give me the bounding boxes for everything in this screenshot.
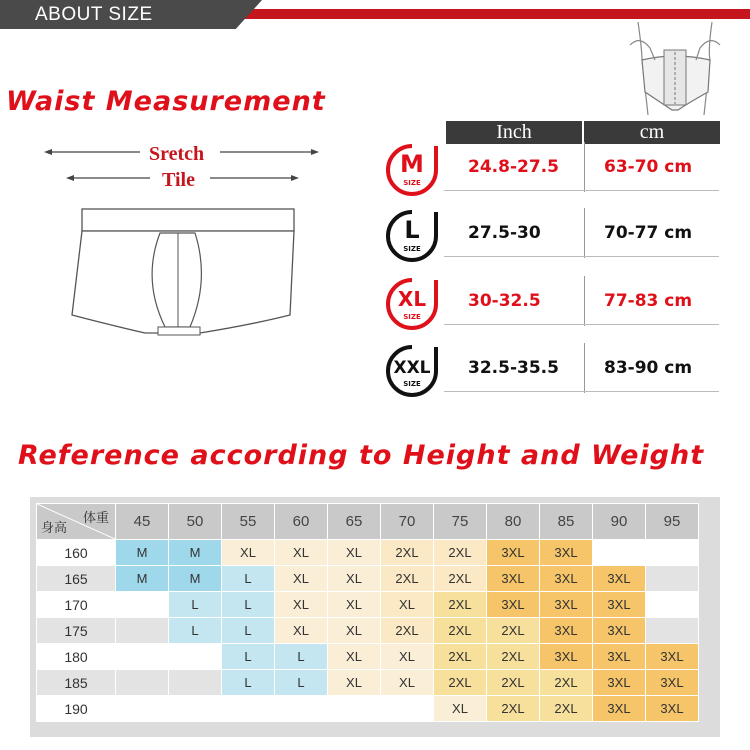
table-row [37,618,699,644]
waist-model-illustration [620,20,730,115]
size-cell [169,696,222,722]
size-cell: 3XL [593,592,646,618]
size-cell: 2XL [434,566,487,592]
height-header: 160 [37,540,116,566]
size-cell: XL [328,644,381,670]
weight-header: 95 [646,504,699,540]
size-cell: XL [328,540,381,566]
reference-title: Reference according to Height and Weight [18,440,705,471]
size-cell: L [222,670,275,696]
size-cell: XL [275,566,328,592]
size-cell: XL [434,696,487,722]
size-cell: 3XL [540,644,593,670]
size-cell: 3XL [487,540,540,566]
weight-header: 85 [540,504,593,540]
size-cm-value: 83-90 cm [604,358,693,378]
size-badge-sub: SIZE [403,245,421,253]
weight-header: 70 [381,504,434,540]
size-badge-letter: M [400,150,424,178]
weight-header: 75 [434,504,487,540]
size-cell: 2XL [434,540,487,566]
size-badge-icon [384,208,440,264]
size-cell: L [222,566,275,592]
size-cell [381,696,434,722]
size-row [384,343,724,401]
height-header: 185 [37,670,116,696]
size-cell [222,696,275,722]
table-row [37,696,699,722]
size-cell: 2XL [381,618,434,644]
size-row [384,142,724,200]
size-cell: 3XL [593,618,646,644]
size-cell [116,670,169,696]
size-badge-letter: L [404,216,420,244]
size-cell: 3XL [487,566,540,592]
weight-header: 80 [487,504,540,540]
size-badge-letter: XL [397,287,427,311]
size-cell: 2XL [434,670,487,696]
size-cell: 2XL [434,618,487,644]
waist-title: Waist Measurement [6,86,326,117]
size-cell [169,670,222,696]
size-cell: M [116,540,169,566]
size-cell: L [169,592,222,618]
size-cell: XL [328,592,381,618]
size-cell [646,618,699,644]
size-reference-table [30,497,720,737]
size-cell: XL [381,592,434,618]
size-cm-value: 63-70 cm [604,157,693,177]
size-cell: 3XL [646,670,699,696]
size-cell: 2XL [487,670,540,696]
weight-header: 90 [593,504,646,540]
size-cell: 2XL [540,696,593,722]
size-cell [593,540,646,566]
size-inch-value: 24.8-27.5 [468,157,559,177]
size-cell: M [116,566,169,592]
size-cell [275,696,328,722]
tile-label: Tile [162,169,195,191]
size-cell: 3XL [540,566,593,592]
weight-header: 60 [275,504,328,540]
stretch-label: Sretch [149,143,205,165]
size-cell: 2XL [487,618,540,644]
corner-weight-label: 体重 [82,510,109,525]
size-cell [646,566,699,592]
size-cell: 2XL [487,644,540,670]
table-row [37,592,699,618]
row-divider [444,190,719,191]
size-cell: 3XL [540,540,593,566]
size-cell: 2XL [434,592,487,618]
size-badge-icon [384,142,440,198]
size-cell: 2XL [487,696,540,722]
size-cell: L [275,670,328,696]
weight-header: 65 [328,504,381,540]
size-inch-value: 30-32.5 [468,291,541,311]
size-cell: L [275,644,328,670]
size-cell [116,696,169,722]
size-cell: 3XL [646,644,699,670]
size-cell: XL [222,540,275,566]
size-cm-value: 77-83 cm [604,291,693,311]
row-divider [444,324,719,325]
col-header-cm: cm [584,121,720,144]
size-cell [116,592,169,618]
size-inch-value: 27.5-30 [468,223,541,243]
table-corner [37,504,116,540]
size-cell: 3XL [646,696,699,722]
size-cell: L [222,592,275,618]
size-cell: 2XL [434,644,487,670]
height-header: 190 [37,696,116,722]
size-badge-sub: SIZE [403,380,421,388]
size-cell: 2XL [381,540,434,566]
height-header: 180 [37,644,116,670]
brief-illustration [50,205,310,340]
row-divider [444,256,719,257]
size-cell: 2XL [540,670,593,696]
size-cm-value: 70-77 cm [604,223,693,243]
size-cell: 3XL [540,592,593,618]
size-cell [646,592,699,618]
size-badge-letter: XXL [393,358,431,378]
size-cell: XL [328,618,381,644]
size-inch-value: 32.5-35.5 [468,358,559,378]
header-title: ABOUT SIZE [35,4,153,25]
corner-height-label: 身高 [41,520,68,535]
size-cell: XL [328,566,381,592]
size-cell: XL [328,670,381,696]
size-cell: 3XL [593,644,646,670]
size-row [384,276,724,334]
size-cell: 3XL [540,618,593,644]
height-header: 165 [37,566,116,592]
size-cell: L [169,618,222,644]
size-cell: XL [275,592,328,618]
size-cell [116,644,169,670]
weight-header: 45 [116,504,169,540]
table-row [37,670,699,696]
size-badge-icon [384,343,440,399]
size-cell: XL [275,540,328,566]
size-cell: 3XL [487,592,540,618]
size-cell [328,696,381,722]
size-badge-sub: SIZE [403,179,421,187]
size-cell: 2XL [381,566,434,592]
size-row [384,208,724,266]
size-cell: 3XL [593,696,646,722]
size-cell: M [169,566,222,592]
weight-header: 55 [222,504,275,540]
size-cell: L [222,618,275,644]
size-cell [116,618,169,644]
size-badge-icon [384,276,440,332]
size-cell: XL [381,670,434,696]
height-header: 175 [37,618,116,644]
weight-header: 50 [169,504,222,540]
size-badge-sub: SIZE [403,313,421,321]
size-cell: L [222,644,275,670]
size-cell: XL [381,644,434,670]
size-cell [646,540,699,566]
size-cell: M [169,540,222,566]
row-divider [444,391,719,392]
size-cell: XL [275,618,328,644]
table-row [37,644,699,670]
size-cell [169,644,222,670]
table-row [37,540,699,566]
size-cell: 3XL [593,670,646,696]
size-cell: 3XL [593,566,646,592]
height-header: 170 [37,592,116,618]
col-header-inch: Inch [446,121,582,144]
table-row [37,566,699,592]
